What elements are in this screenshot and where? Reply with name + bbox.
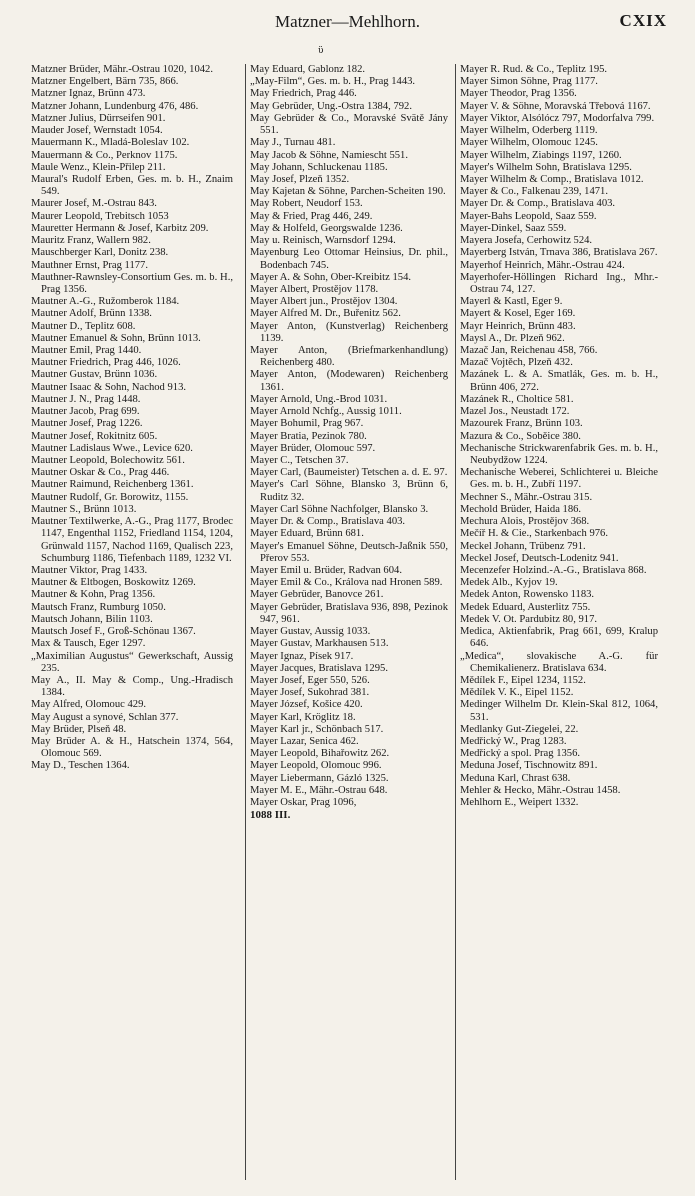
directory-entry: Medinger Wilhelm Dr. Klein-Skal 812, 1064, 531. [460,699,658,723]
directory-entry: May A., II. May & Comp., Ung.-Hradisch 1384. [31,674,233,699]
directory-entry: Mazel Jos., Neustadt 172. [460,406,570,418]
directory-entry: Mayer Alfred M. Dr., Buřenitz 562. [250,308,401,320]
directory-entry: Mautner & Eltbogen, Boskowitz 1269. [31,577,196,589]
directory-entry: Mautner S., Brünn 1013. [31,503,137,515]
directory-entry: Mechura Alois, Prostějov 368. [460,516,590,528]
directory-entry: Mědílek F., Eipel 1234, 1152. [460,674,586,686]
directory-entry: Maule Wenz., Klein-Přilep 211. [31,161,166,173]
directory-entry: Mautner Gustav, Brünn 1036. [31,369,158,381]
directory-entry: May Josef, Plzeň 1352. [250,173,350,185]
directory-entry: Medřický a spol. Prag 1356. [460,748,581,760]
directory-entry: Mayer Bratia, Pezinok 780. [250,430,367,442]
directory-entry: Mečíř H. & Cie., Starkenbach 976. [460,528,608,540]
directory-entry: Maysl A., Dr. Plzeň 962. [460,332,565,344]
directory-entry: Medek V. Ot. Pardubitz 80, 917. [460,613,598,625]
directory-entry: Mayerberg István, Trnava 386, Bratislava 267. [460,247,658,259]
directory-entry: Mayer Brüder, Olomouc 597. [250,442,376,454]
directory-entry: Mayer-Bahs Leopold, Saaz 559. [460,210,597,222]
directory-entry: Mayer Oskar, Prag 1096, [250,797,357,809]
directory-entry: May Eduard, Gablonz 182. [250,64,366,75]
directory-entry: Mayer Simon Söhne, Prag 1177. [460,76,598,88]
directory-entry: Mayerhofer-Höllingen Richard Ing., Mhr.-Ostrau 74, 127. [460,271,658,295]
directory-entry: May Robert, Neudorf 153. [250,198,363,210]
directory-entry: Mautner & Kohn, Prag 1356. [31,589,156,601]
column-1 [31,64,233,1180]
directory-entry: Mehlhorn E., Weipert 1332. [460,797,579,809]
directory-entry: Mayer Wilhelm & Comp., Bratislava 1012. [460,173,644,185]
directory-entry: Mayer Anton, (Modewaren) Reichenberg 1361. [250,369,448,393]
directory-entry: Mayer Leopold, Olomouc 996. [250,760,382,772]
directory-entry: May Brüder, Plseň 48. [31,723,127,735]
directory-entry: Mautsch Josef F., Groß-Schönau 1367. [31,626,196,638]
directory-entry: May Johann, Schluckenau 1185. [250,161,388,173]
directory-entry: Matzner Ignaz, Brünn 473. [31,88,146,100]
directory-entry: Medřický W., Prag 1283. [460,736,567,748]
directory-entry: Mecenzefer Holzind.-A.-G., Bratislava 868. [460,564,647,576]
directory-entry: Mayr Heinrich, Brünn 483. [460,320,576,332]
directory-entry: Mayer Bohumil, Prag 967. [250,418,364,430]
directory-entry: May Gebrüder, Ung.-Ostra 1384, 792. [250,100,412,112]
directory-entry: Mayer V. & Söhne, Moravská Třebová 1167. [460,100,651,112]
directory-entry: Medek Alb., Kyjov 19. [460,577,558,589]
directory-entry: May & Fried, Prag 446, 249. [250,210,373,222]
directory-entry: Mayer-Dinkel, Saaz 559. [460,222,567,234]
directory-entry: May u. Reinisch, Warnsdorf 1294. [250,235,396,247]
directory-entry: Mayer Viktor, Alsólócz 797, Modorfalva 799. [460,112,655,124]
directory-entry: Mayer Wilhelm, Ziabings 1197, 1260. [460,149,622,161]
directory-entry: Mayer Dr. & Comp., Bratislava 403. [250,516,406,528]
directory-entry: May Jacob & Söhne, Namiescht 551. [250,149,408,161]
directory-entry: Mayer Gustav, Aussig 1033. [250,626,371,638]
printer-mark: ϋ [318,46,324,56]
directory-entry: Mayer Albert, Prostějov 1178. [250,283,379,295]
directory-entry: Mauritz Franz, Wallern 982. [31,235,151,247]
directory-entry: Medek Eduard, Austerlitz 755. [460,601,591,613]
directory-entry: Mautner Leopold, Bolechowitz 561. [31,455,185,466]
directory-entry: Mayer Dr. & Comp., Bratislava 403. [460,198,616,210]
directory-entry: Mayer M. E., Mähr.-Ostrau 648. [250,784,388,796]
directory-entry: Mauretter Hermann & Josef, Karbitz 209. [31,222,209,234]
directory-entry: Mayer Emil u. Brüder, Radvan 604. [250,564,402,576]
directory-entry: Medica, Aktienfabrik, Prag 661, 699, Kralup 646. [460,626,658,650]
directory-entry: Mědílek V. K., Eipel 1152. [460,687,574,699]
directory-entry: Mechold Brüder, Haida 186. [460,503,582,515]
directory-entry: Meduna Josef, Tischnowitz 891. [460,760,598,772]
directory-entry: Matzner Johann, Lundenburg 476, 486. [31,100,199,112]
directory-entry: Mayert & Kosel, Eger 169. [460,308,576,320]
directory-entry: Mauermann & Co., Perknov 1175. [31,149,178,161]
directory-entry: Mayer Jacques, Bratislava 1295. [250,662,388,674]
page-header [0,8,695,56]
directory-entry: Mayer Emil & Co., Králova nad Hronen 589. [250,577,443,589]
directory-entry: Mayer Theodor, Prag 1356. [460,88,577,100]
directory-entry: Mayer Gebrüder, Banovce 261. [250,589,384,601]
directory-entry: Mayer Arnold Nchfg., Aussig 1011. [250,406,402,418]
directory-entry: Mautner Adolf, Brünn 1338. [31,308,152,320]
directory-entry: Mayerl & Kastl, Eger 9. [460,296,563,308]
directory-entry: Maural's Rudolf Erben, Ges. m. b. H., Znaim 549. [31,173,233,198]
directory-entry: Mayer Albert jun., Prostějov 1304. [250,296,398,308]
directory-entry: Mayer Anton, (Kunstverlag) Reichenberg 1139. [250,320,448,344]
directory-entry: Mayer Carl, (Baumeister) Tetschen a. d. E. 97. [250,467,448,479]
directory-entry: May Friedrich, Prag 446. [250,88,357,100]
directory-entry: Mayer Gebrüder, Bratislava 936, 898, Pezinok 947, 961. [250,601,448,625]
directory-entry: Mautner Rudolf, Gr. Borowitz, 1155. [31,491,189,503]
directory-entry: Mayer R. Rud. & Co., Teplitz 195. [460,64,608,75]
directory-entry: Mayer Carl Söhne Nachfolger, Blansko 3. [250,503,429,515]
directory-entry: Mautner Oskar & Co., Prag 446. [31,467,170,479]
directory-entry: Mayer Leopold, Bihařowitz 262. [250,748,390,760]
directory-entry: Mautner Josef, Prag 1226. [31,418,143,430]
column-2 [245,64,448,1180]
directory-entry: Mautner Viktor, Prag 1433. [31,564,148,576]
directory-entry: May & Holfeld, Georgswalde 1236. [250,222,403,234]
directory-entry: Mayer Josef, Sukohrad 381. [250,687,370,699]
directory-entry: Mautner Josef, Rokitnitz 605. [31,430,158,442]
directory-entry: Mautsch Johann, Bilin 1103. [31,613,153,625]
directory-entry: Mautner Emil, Prag 1440. [31,345,142,357]
directory-entry: Mayer A. & Sohn, Ober-Kreibitz 154. [250,271,412,283]
directory-entry: Maurer Leopold, Trebitsch 1053 [31,210,169,222]
directory-entry: Mayer & Co., Falkenau 239, 1471. [460,186,608,198]
directory-entry: Mayer Karl, Kröglitz 18. [250,711,356,723]
directory-entry: Mauermann K., Mladá-Boleslav 102. [31,137,190,149]
directory-entry: Mauschberger Karl, Donitz 238. [31,247,169,259]
directory-entry: Maurer Josef, M.-Ostrau 843. [31,198,157,210]
directory-entry: Mauder Josef, Wernstadt 1054. [31,125,163,137]
directory-entry: May August a synové, Schlan 377. [31,711,179,723]
directory-entry: Mechanische Strickwarenfabrik Ges. m. b. H., Neubydžow 1224. [460,442,658,466]
directory-entry: Mechner S., Mähr.-Ostrau 315. [460,491,593,503]
column-3 [455,64,658,1180]
page-number: CXIX [619,11,667,30]
directory-columns [31,64,671,1184]
directory-entry: Matzner Engelbert, Bärn 735, 866. [31,76,179,88]
directory-entry: Mazánek R., Choltice 581. [460,393,574,405]
directory-entry: May D., Teschen 1364. [31,760,130,772]
directory-entry: Mautsch Franz, Rumburg 1050. [31,601,166,613]
directory-entry: Mautner Isaac & Sohn, Nachod 913. [31,381,187,393]
directory-entry: Mayer Ignaz, Písek 917. [250,650,354,662]
directory-entry: Mauthner Ernst, Prag 1177. [31,259,149,271]
directory-entry: Mechanische Weberei, Schlichterei u. Bleiche Ges. m. b. H., Zubří 1197. [460,467,658,491]
directory-entry: Matzner Julius, Dürrseifen 901. [31,112,166,124]
signature-mark: 1088 III. [250,809,291,822]
directory-entry: Mautner A.-G., Ružomberok 1184. [31,296,180,308]
directory-entry: Meduna Karl, Chrast 638. [460,772,571,784]
directory-entry: Mazač Vojtěch, Plzeň 432. [460,357,573,369]
directory-entry: Mazač Jan, Reichenau 458, 766. [460,345,598,357]
directory-entry: Mayer's Emanuel Söhne, Deutsch-Jaßnik 550, Přerov 553. [250,540,448,564]
directory-entry: Mautner Friedrich, Prag 446, 1026. [31,357,181,369]
directory-entry: Max & Tausch, Eger 1297. [31,638,146,650]
directory-entry: Mayerhof Heinrich, Mähr.-Ostrau 424. [460,259,625,271]
directory-entry: Mayer C., Tetschen 37. [250,455,349,466]
directory-entry: Mayer Liebermann, Gázló 1325. [250,772,389,784]
directory-entry: Mayer Wilhelm, Olomouc 1245. [460,137,598,149]
directory-entry: Mautner Textilwerke, A.-G., Prag 1177, Brodec 1147, Engenthal 1152, Friedland 1154, 1204, Grünwald 1157, Nachod 1169, Qualisch 223, Schumburg 1186, Tiefenbach 1189, 1232 VI. [31,516,233,564]
page-title: Matzner—Mehlhorn. [275,12,420,31]
directory-entry: Mayer Josef, Eger 550, 526. [250,674,370,686]
directory-entry: Mautner Emanuel & Sohn, Brünn 1013. [31,332,201,344]
directory-entry: Mautner Ladislaus Wwe., Levice 620. [31,442,193,454]
directory-entry: Mayer Karl jr., Schönbach 517. [250,723,384,735]
directory-entry: Mautner J. N., Prag 1448. [31,393,141,405]
directory-entry: Mayera Josefa, Cerhowitz 524. [460,235,593,247]
directory-entry: Mazánek L. & A. Smatlák, Ges. m. b. H., Brünn 406, 272. [460,369,658,393]
directory-entry: Mehler & Hecko, Mähr.-Ostrau 1458. [460,784,621,796]
directory-entry: Medek Anton, Rowensko 1183. [460,589,595,601]
directory-entry: „Medica“, slovakische A.-G. für Chemikalienerz. Bratislava 634. [460,650,658,674]
directory-entry: Mazourek Franz, Brünn 103. [460,418,583,430]
directory-entry: May Kajetan & Söhne, Parchen-Scheiten 190. [250,186,446,198]
directory-entry: Mayer Wilhelm, Oderberg 1119. [460,125,598,137]
directory-entry: Mayenburg Leo Ottomar Heinsius, Dr. phil., Bodenbach 745. [250,247,448,271]
directory-entry: Mayer's Wilhelm Sohn, Bratislava 1295. [460,161,632,173]
directory-entry: Mazura & Co., Soběice 380. [460,430,581,442]
directory-entry: Mayer's Carl Söhne, Blansko 3, Brünn 6, Ruditz 32. [250,479,448,503]
directory-entry: Mauthner-Rawnsley-Consortium Ges. m. b. H., Prag 1356. [31,271,233,295]
directory-entry: May Brüder A. & H., Hatschein 1374, 564, Olomouc 569. [31,736,233,760]
directory-entry: Matzner Brüder, Mähr.-Ostrau 1020, 1042. [31,64,213,75]
directory-entry: Mayer József, Košice 420. [250,699,363,711]
directory-entry: Mautner D., Teplitz 608. [31,320,136,332]
directory-entry: May Alfred, Olomouc 429. [31,699,147,711]
directory-entry: Medlanky Gut-Ziegelei, 22. [460,723,579,735]
directory-entry: May J., Turnau 481. [250,137,336,149]
directory-entry: Meckel Johann, Trübenz 791. [460,540,586,552]
directory-entry: Mayer Gustav, Markhausen 513. [250,638,389,650]
directory-entry: Mayer Lazar, Senica 462. [250,736,359,748]
directory-entry: Meckel Josef, Deutsch-Lodenitz 941. [460,552,619,564]
directory-entry: Mautner Raimund, Reichenberg 1361. [31,479,194,491]
directory-entry: Mayer Eduard, Brünn 681. [250,528,364,540]
directory-entry: „May-Film“, Ges. m. b. H., Prag 1443. [250,76,416,88]
directory-entry: Mayer Arnold, Ung.-Brod 1031. [250,393,388,405]
directory-entry: Mautner Jacob, Prag 699. [31,406,140,418]
directory-entry: May Gebrüder & Co., Moravské Svätě Jány 551. [250,112,448,137]
directory-entry: Mayer Anton, (Briefmarkenhandlung) Reichenberg 480. [250,345,448,369]
directory-entry: „Maximilian Augustus“ Gewerkschaft, Aussig 235. [31,650,233,674]
